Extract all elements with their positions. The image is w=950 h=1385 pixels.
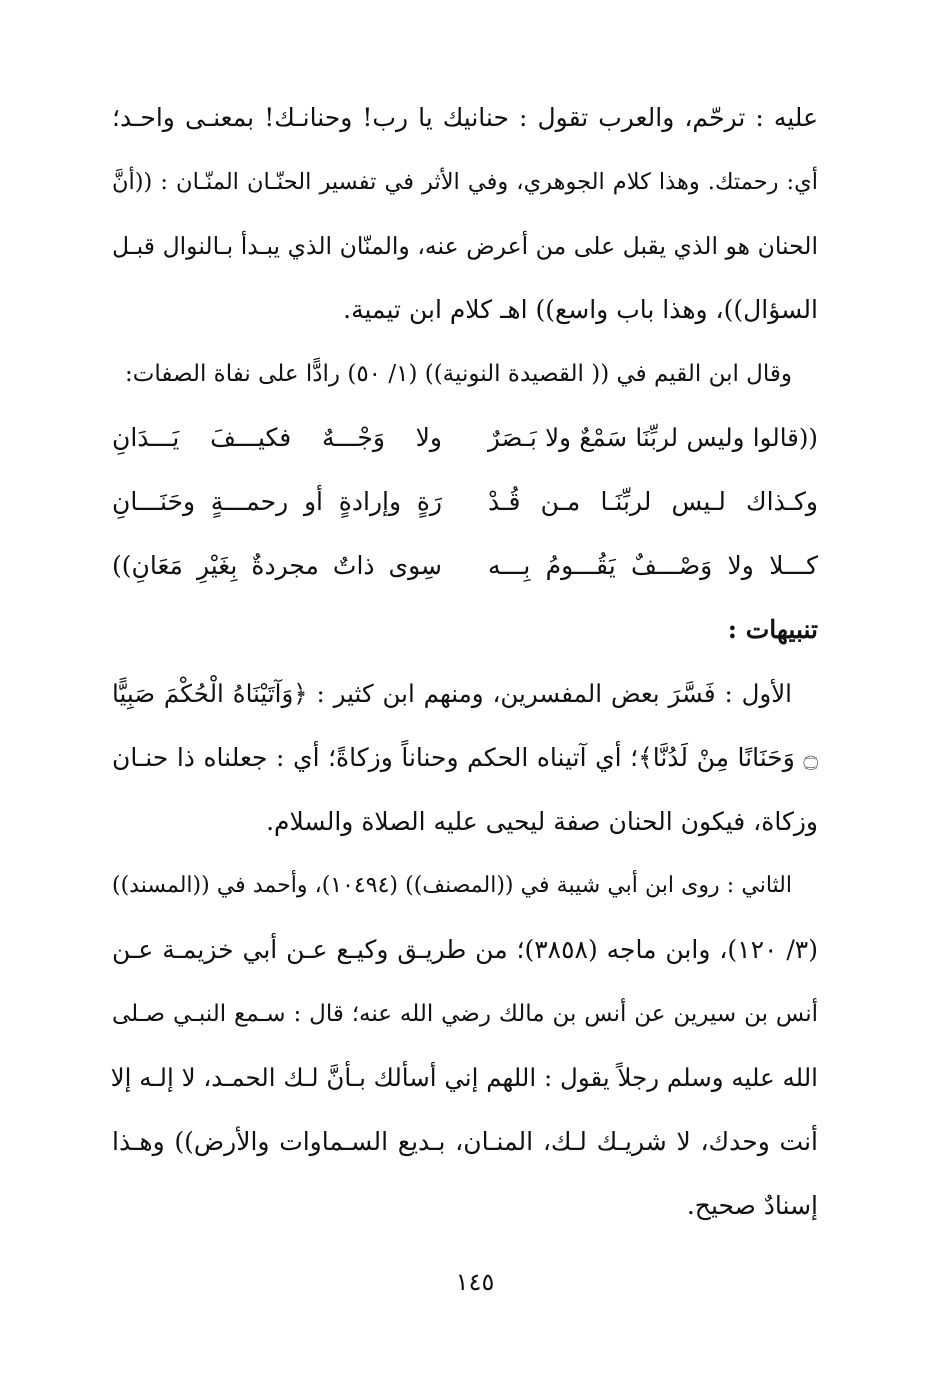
text-line: الأول : فَسَّرَ بعض المفسرين، ومنهم ابن كثير : ﴿وَآتَيْنَاهُ الْحُكْمَ صَبِيًّا xyxy=(112,679,792,708)
paragraph-ibn-alqayyim-poem xyxy=(112,342,818,598)
text-line: الثاني : روى ابن أبي شيبة في ((المصنف)) (١٠٤٩٤)، وأحمد في ((المسند)) xyxy=(112,873,792,898)
verse-line xyxy=(112,534,818,598)
text-line: الله عليه وسلم رجلاً يقول : اللهم إني أسألك بـأنَّ لـك الحمـد، لا إلـه إلا xyxy=(110,1063,818,1092)
note-second xyxy=(112,854,818,1238)
text-line: ۝ وَحَنَانًا مِنْ لَدُنَّا﴾؛ أي آتيناه الحكم وحناناً وزكاةً؛ أي : جعلناه ذا حنـان xyxy=(112,743,818,772)
text-line: وزكاة، فيكون الحنان صفة ليحيى عليه الصلاة والسلام. xyxy=(266,807,818,836)
text-line: الحنان هو الذي يقبل على من أعرض عنه، والمنّان الذي يبـدأ بـالنوال قبـل xyxy=(112,232,818,260)
verse-line xyxy=(112,470,818,534)
text-line: أنت وحدك، لا شريـك لـك، المنـان، بـديع السـماوات والأرض)) وهـذا xyxy=(112,1127,818,1156)
text-line: السؤال))، وهذا باب واسع)) اهـ كلام ابن تيمية. xyxy=(343,295,818,324)
verse-first-hemistich: كـــلا ولا وَصْـــفٌ يَقُـــومُ بِـــه xyxy=(488,551,818,580)
text-line: أنس بن سيرين عن أنس بن مالك رضي الله عنه؛ قال : سـمع النبـي صـلى xyxy=(112,1001,818,1027)
text-line: عليه : ترحّم، والعرب تقول : حنانيك يا رب! وحنانـك! بمعنـى واحـد؛ xyxy=(112,103,818,132)
text-line: (٣/ ١٢٠)، وابن ماجه (٣٨٥٨)؛ من طريـق وكيـع عـن أبي خزيمـة عـن xyxy=(112,935,818,964)
note-first xyxy=(112,662,818,854)
paragraph-ibn-taymiyya-quote xyxy=(112,86,818,342)
verse-first-hemistich: ((قالوا وليس لربِّنَا سَمْعٌ ولا بَـصَرٌ xyxy=(488,423,818,452)
text-line: أي: رحمتك. وهذا كلام الجوهري، وفي الأثر في تفسير الحنّـان المنّـان : ((أنَّ xyxy=(112,169,818,195)
page-body xyxy=(112,86,818,1238)
notes-heading: تنبيهات : xyxy=(727,615,818,644)
text-line: إسنادٌ صحيح. xyxy=(686,1191,818,1220)
verse-first-hemistich: وكـذاك لـيس لربِّنَـا مـن قُـدْ xyxy=(488,487,818,516)
verse-line xyxy=(112,406,818,470)
page-number: ١٤٥ xyxy=(455,1268,495,1296)
verse-second-hemistich: رَةٍ وإرادةٍ أو رحمـــةٍ وحَنَـــانِ xyxy=(112,487,442,516)
verse-second-hemistich: سِوى ذاتٌ مجردةٌ بِغَيْرِ مَعَانِ)) xyxy=(112,551,442,580)
poem-intro: وقال ابن القيم في (( القصيدة النونية)) (١/ ٥٠) رادًّا على نفاة الصفات: xyxy=(124,361,792,387)
verse-second-hemistich: ولا وَجْـــهٌ فكيـــفَ يَـــدَانِ xyxy=(112,423,442,452)
